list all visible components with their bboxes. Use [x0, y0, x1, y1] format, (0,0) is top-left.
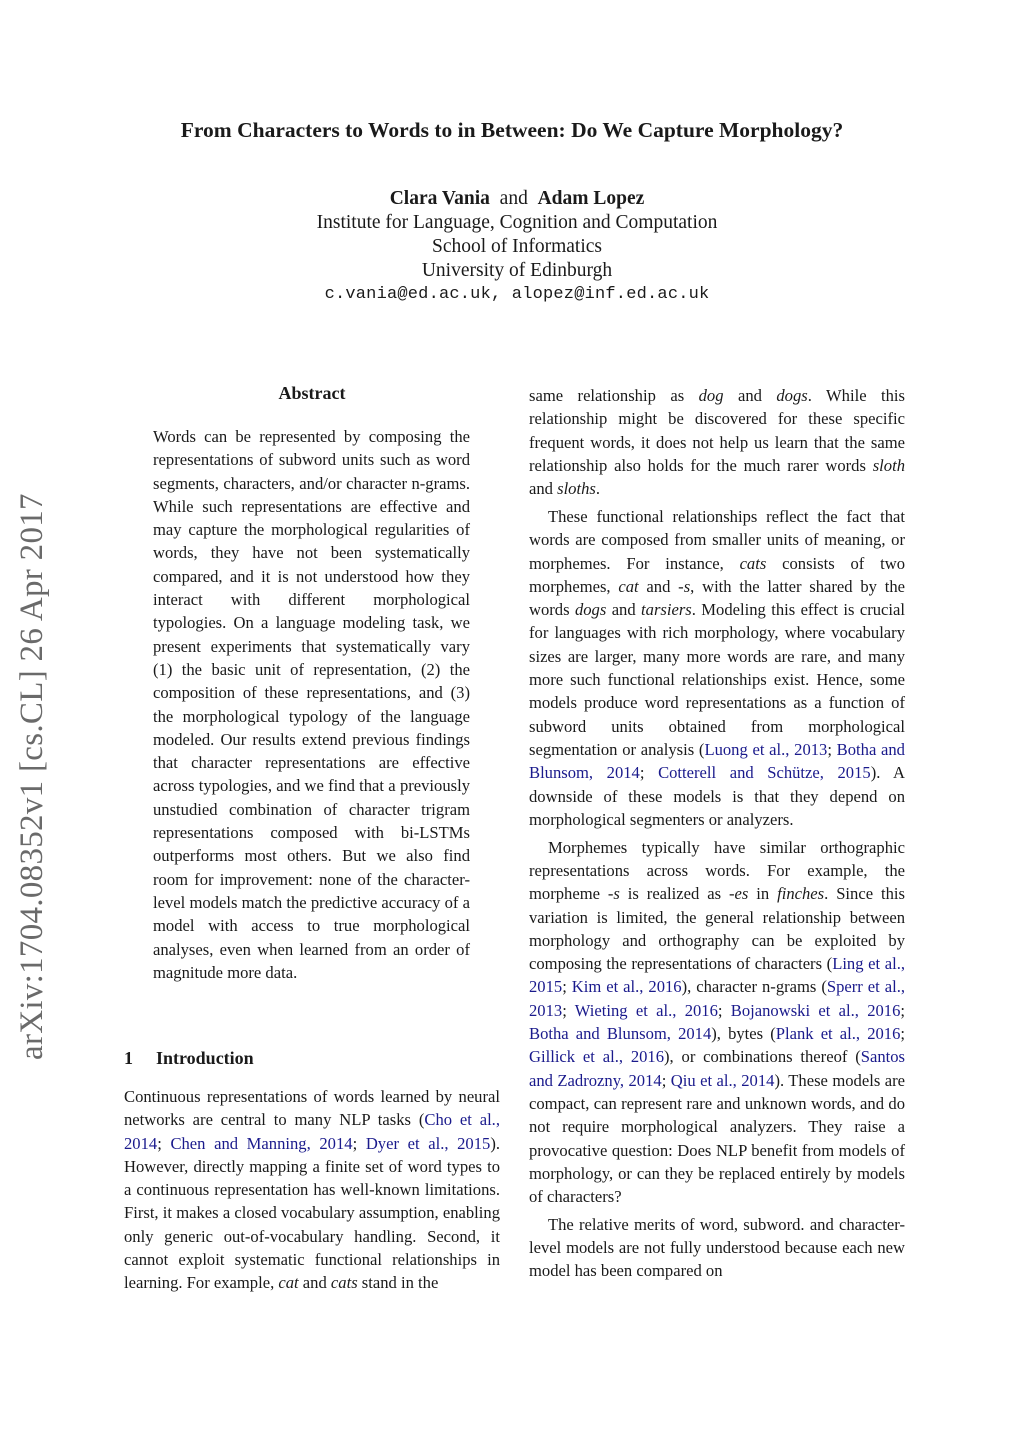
author-conjunction: and [499, 188, 528, 209]
citation-link[interactable]: Wieting et al., 2016 [574, 1000, 718, 1020]
citation-link[interactable]: Chen and Manning, 2014 [170, 1133, 353, 1153]
citation-link[interactable]: Cho et al., 2014 [124, 1110, 500, 1153]
affiliation-line: School of Informatics [431, 236, 603, 257]
citation-link[interactable]: Botha and Blunsom, 2014 [529, 739, 905, 783]
citation-link[interactable]: Luong et al., 2013 [704, 739, 828, 759]
abstract-body [153, 425, 470, 984]
author-emails: c.vania@ed.ac.uk, alopez@inf.ed.ac.uk [324, 285, 710, 304]
intro-paragraph-1: Continuous representations of words learned by neural networks are central to many NLP tasks (Cho et al., 2014; Chen and Manning, 2014; Dyer et al., 2015). However, directly mapping a finite set of word types to a continuous representation has well-known limitations. First, it makes a closed vocabulary assumption, enabling only generic out-of-vocabulary handling. Second, it cannot exploit systematic functional relationships in learning. For example, cat and cats stand in the [124, 1087, 501, 1293]
introduction-column-left [124, 1085, 500, 1295]
citation-link[interactable]: Ling et al., 2015 [529, 954, 905, 997]
arxiv-sidebar-stamp: arXiv:1704.08352v1 [cs.CL] 26 Apr 2017 [14, 493, 50, 1060]
body-paragraph: Morphemes typically have similar orthographic representations across words. For example, the morpheme -s is realized as -es in finches. Since this variation is limited, the general relationship between morphology and orthography can be exploited by composing the representations of characters (Ling et al., 2015; Kim et al., 2016), character n-grams (Sperr et al., 2013; Wieting et al., 2016; Bojanowski et al., 2016; Botha and Blunsom, 2014), bytes (Plank et al., 2016; Gillick et al., 2016), or combinations thereof (Santos and Zadrozny, 2014; Qiu et al., 2014). These models are compact, can represent rare and unknown words, and do not require morphological analyzers. They raise a provocative question: Does NLP benefit from models of morphology, or can they be replaced entirely by models of characters? [529, 837, 906, 1207]
citation-link[interactable]: Qiu et al., 2014 [670, 1070, 775, 1090]
citation-link[interactable]: Gillick et al., 2016 [529, 1047, 665, 1067]
author-name: Clara Vania [389, 188, 490, 209]
body-paragraph: The relative merits of word, subword. and character-level models are not fully understood because each new model has been compared on [529, 1214, 905, 1281]
citation-link[interactable]: Santos and Zadrozny, 2014 [529, 1047, 906, 1090]
citation-link[interactable]: Botha and Blunsom, 2014 [529, 1024, 712, 1044]
affiliation-line: Institute for Language, Cognition and Computation [316, 212, 718, 233]
citation-link[interactable]: Bojanowski et al., 2016 [730, 1000, 901, 1020]
abstract-paragraph: Words can be represented by composing the representations of subword units such as word segments, characters, and/or character n-grams. While such representations are effective and may capture the morphological regularities of words, they have not been systematically compared, and it is not understood how they interact with different morphological typologies. On a language modeling task, we present experiments that systematically vary (1) the basic unit of representation, (2) the composition of these representations, and (3) the morphological typology of the language modeled. Our results extend previous findings that character representations are effective across typologies, and we find that a previously unstudied combination of character trigram representations composed with bi-LSTMs outperforms most others. But we also find room for improvement: none of the character-level models match the predictive accuracy of a model with access to true morphological analyses, even when learned from an order of magnitude more data. [153, 427, 470, 982]
author-name: Adam Lopez [537, 188, 645, 209]
citation-link[interactable]: Kim et al., 2016 [571, 977, 682, 997]
citation-link[interactable]: Plank et al., 2016 [775, 1024, 901, 1044]
citation-link[interactable]: Cotterell and Schütze, 2015 [658, 763, 871, 783]
affiliation-line: University of Edinburgh [421, 260, 613, 281]
body-paragraph: These functional relationships reflect the fact that words are composed from smaller units of meaning, or morphemes. For instance, cats consists of two morphemes, cat and -s, with the latter shared by the words dogs and tarsiers. Modeling this effect is crucial for languages with rich morphology, where vocabulary sizes are larger, many more words are rare, and many more such functional relationships exist. Hence, some models produce word representations as a function of subword units obtained from morphological segmentation or analysis (Luong et al., 2013; Botha and Blunsom, 2014; Cotterell and Schütze, 2015). A downside of these models is that they depend on morphological segmenters or analyzers. [529, 506, 906, 829]
author-block [0, 187, 1024, 307]
citation-link[interactable]: Sperr et al., 2013 [529, 977, 905, 1020]
section-heading-introduction [124, 1048, 254, 1069]
citation-link[interactable]: Dyer et al., 2015 [365, 1133, 491, 1153]
body-paragraph: same relationship as dog and dogs. While this relationship might be discovered for these specific frequent words, it does not help us learn that the same relationship also holds for the much rarer words sloth and sloths. [529, 386, 905, 499]
abstract-heading: Abstract [278, 383, 346, 403]
introduction-column-right [529, 384, 905, 1283]
section-title: Introduction [156, 1048, 254, 1068]
paper-title: From Characters to Words to in Between: Do We Capture Morphology? [180, 118, 844, 142]
section-number: 1 [124, 1048, 133, 1068]
